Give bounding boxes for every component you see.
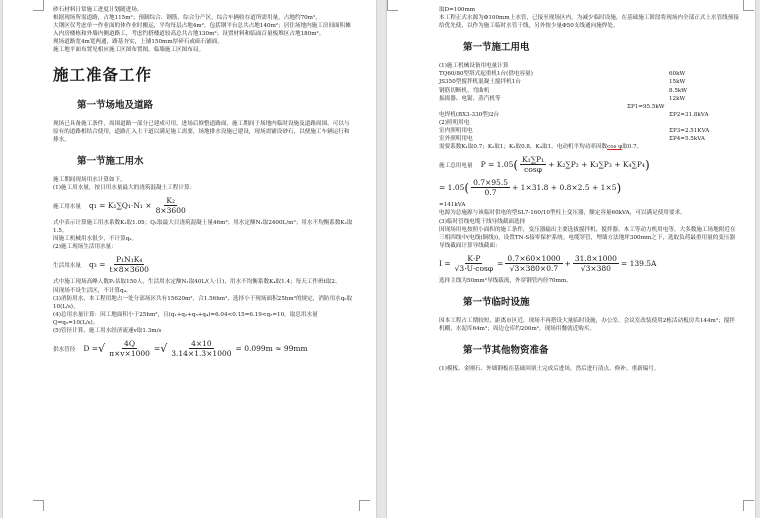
sum-value: ΣP1=95.5kW — [627, 103, 665, 110]
paragraph: =141kVA — [439, 202, 466, 209]
formula-lhs: q₁ = K₁∑Q₁·N₁ × — [88, 201, 152, 211]
paragraph: 施工期间现场用水计算如下。 — [53, 176, 126, 183]
coeff-tail: 取0.7。 — [622, 144, 643, 151]
numerator: K₁∑P₁ — [522, 155, 545, 165]
crop-mark — [33, 500, 44, 511]
paragraph: 因现场不设生活区，不计算q₄。 — [53, 287, 132, 294]
paragraph: 因施工机械用水很少，不计算q₂。 — [53, 236, 138, 243]
paragraph: (3)消防用水，本工程用地占一处分部场区共有15620m²，合1.56hm²，选择小于现场面积25hm²的规定，消防用水q₅取10(L/s)。 — [53, 295, 353, 310]
sqrt-sign: √ — [160, 342, 168, 356]
page-left-content — [53, 6, 353, 362]
equipment-value: ΣP2=31.8kVA — [669, 111, 709, 118]
formula-current — [439, 254, 739, 273]
lighting-name: 室外照明用电 — [439, 136, 473, 143]
paragraph: (5)管径计算，施工用水经济流速v取1.3m/s — [53, 327, 162, 334]
equipment-value: 15kW — [669, 79, 686, 86]
equipment-name: TQ60/80型塔式起重机1台(供电容量) — [439, 71, 533, 78]
formula-pipe-diameter — [53, 339, 353, 358]
denominator: √3·U·cosφ — [454, 263, 494, 273]
lighting-value: ΣP3=2.51KVA — [669, 128, 710, 135]
numerator: 31.8×1000 — [574, 253, 617, 263]
formula-lhs: = 1.05 — [439, 183, 465, 193]
section-title: 第一节其他物资准备 — [463, 345, 549, 357]
equipment-name: JS350型搅拌机混凝土搅拌机1台 — [439, 79, 521, 86]
numerator: 0.7×95.5 — [473, 178, 508, 188]
formula-lhs: D = — [83, 344, 99, 354]
fraction — [169, 339, 233, 358]
equipment-name: 电焊机(BX3-330型)2台 — [439, 111, 500, 118]
crop-mark — [743, 0, 754, 11]
denominator: 3.14×1.3×1000 — [171, 349, 232, 359]
denominator: t×8×3600 — [109, 265, 149, 275]
paren-close: ) — [616, 180, 622, 195]
paragraph: 本工程正式水源为Φ100mm上水管，已接至现场区内，为减少临时设施，在基础施工阶段将现场内全部正式上水管线预接给优先使，以作为施工临时水管干线，另外按少量Φ50支线通向施焊处。 — [439, 15, 739, 30]
numerator: 4Q — [124, 339, 135, 349]
formula-total-power-values — [439, 178, 739, 197]
crop-mark — [743, 500, 754, 511]
equipment-row — [439, 87, 739, 95]
fraction — [107, 339, 152, 358]
formula-result: = 139.5A — [620, 258, 657, 268]
plus-sign: + — [564, 258, 571, 268]
denominator: cosφ — [524, 165, 542, 175]
coeff-text: 需要系数K₁取0.7；K₂取1；K₃取0.8，K₄取1，电动机平均功率因数 — [439, 144, 608, 151]
formula-lhs: q₃ = — [88, 260, 106, 270]
equipment-row — [439, 111, 739, 119]
numerator: 0.7×60×1000 — [507, 253, 561, 263]
fraction — [154, 196, 188, 215]
paragraph: 选择主线为50mm²导线载流，外穿钢管内径70mm。 — [439, 277, 572, 284]
paragraph: (3)临时管线电缆干线导线截面选择 — [439, 218, 526, 225]
equipment-value: 8.5kW — [669, 87, 688, 94]
lighting-row — [439, 127, 739, 135]
fraction — [107, 255, 150, 274]
formula-label: 施工用水量 — [53, 203, 81, 210]
document-page-right — [387, 0, 755, 518]
formula-label: 施工总用电量 — [439, 162, 473, 169]
formula-construction-water — [53, 196, 353, 215]
crop-mark — [387, 0, 398, 11]
paragraph: 式中施工现场高峰人数P₁估取150人，生活用水定额N₁取40L/(人·日)，用水不均衡系数K₄取1.4；每天工作班t取2。 — [53, 279, 341, 286]
equipment-name: 钢筋切断机、弯曲机 — [439, 87, 490, 94]
section-title: 第一节施工用水 — [77, 155, 144, 167]
paragraph: 大钢区仅考虑单一作业面的体作业时搬运，平均每层占地4m²，包括钢平台总共占地140m²；居住场地内施工房间面积摊入内房楼栋和外墙内侧道路工，考虑约搭楼道较高总共占地130m²；设置材料和临面百量板堆区占地180m²。 — [53, 23, 351, 38]
paragraph: 施工地平面布置见相应施工区图布置图，临墙施工区图布局。 — [53, 47, 205, 54]
equipment-value: 60kW — [669, 71, 686, 78]
paragraph: (1)施工用水量，按日用水量最大的浇筑混凝土工程计算： — [53, 184, 196, 191]
equals-sign: = — [497, 258, 504, 268]
page-right-content — [439, 6, 739, 373]
equipment-value: 12kW — [669, 95, 686, 102]
section-title: 第一节场地及道路 — [77, 99, 154, 111]
numerator: K₂ — [166, 196, 175, 206]
paragraph: (2)施工现场生活用水量： — [53, 244, 117, 251]
formula-terms: + 1×31.8 + 0.8×2.5 + 1×5 — [511, 183, 617, 193]
formula-label: 供水管径 — [53, 346, 76, 353]
fraction — [573, 254, 619, 273]
fraction — [471, 178, 510, 197]
paren-close: ) — [644, 157, 650, 172]
paragraph: 式中表示计算施工用水系数K₁取1.05；Q₁取最大日浇筑混凝土量46m³；用水定额N₁取2400L/m³；用水不均衡系数K₂取1.5。 — [53, 220, 353, 235]
underlined-term: cos φ — [607, 144, 623, 151]
formula-result: = 0.099m ≈ 99mm — [235, 344, 308, 354]
sqrt-sign: √ — [98, 342, 106, 356]
paragraph: 现场已具备施工条件，周围道路一部分已建成可用，进场后修整道路面，施工期间于场地内临时设施及道路周围，可以与原有的道路相结合使用，道路汇入主干道以满足施工需要，场地排水设施已建设，现场需铺设砂石，以便施工车辆运行和排水。 — [53, 120, 350, 143]
chapter-title: 施工准备工作 — [53, 64, 153, 84]
paragraph: (1)模板、金刚石、外墙钢板在基础回填土完成后进场，然后进行清点、修补、重新编号。 — [439, 366, 660, 373]
lighting-row — [439, 135, 739, 143]
paragraph: 现场道路宽4m宽两通，路基夯实，上铺150mm厚碎石或砾石铺面。 — [53, 39, 223, 46]
section-title: 第一节临时设施 — [463, 296, 530, 308]
denominator: 8×3600 — [155, 206, 186, 216]
paragraph: (4)总用水量计算：因工地面积小于25hm²，且(q₁+q₂+q₃+q₄)=6.04<0.15=6.19<q₅=10，取总用水量Q=q₅=10(L/s)。 — [53, 311, 318, 326]
denominator: π×v×1000 — [109, 349, 150, 359]
lighting-value: ΣP4=5.5kVA — [669, 136, 705, 143]
denominator: √3×380×0.7 — [509, 263, 559, 273]
equipment-row — [439, 95, 739, 103]
section-title: 第一节施工用电 — [463, 42, 530, 54]
numerator: K·P — [467, 253, 481, 263]
numerator: 4×10 — [191, 339, 212, 349]
formula-total-power — [439, 155, 739, 174]
crop-mark — [33, 0, 44, 11]
lighting-name: 室内照明用电 — [439, 128, 473, 135]
fraction — [520, 155, 546, 174]
formula-lhs: P = 1.05 — [480, 160, 514, 170]
formula-label: 生活用水量 — [53, 262, 81, 269]
crop-mark — [359, 500, 370, 511]
equipment-row — [439, 70, 739, 78]
denominator: 0.7 — [484, 188, 497, 198]
formula-terms: + K₂∑P₂ + K₃∑P₃ + K₄∑P₄ — [548, 160, 645, 170]
numerator: P₁N₁K₄ — [116, 255, 143, 265]
equals-sign: = — [153, 344, 161, 354]
paragraph: 根据现场所需道路，占地115m²；预制综合、钢筋、综合分产区，综合车辆收存道所需用量，占地约70m²。 — [53, 15, 321, 22]
paragraph: 砂石材料日常施工进度计划随进场。 — [53, 7, 143, 13]
equipment-row — [439, 78, 739, 86]
paragraph: 因本工程占工期较短，距离市区近，现场不再搭设大量临时设施，办公室、会议室改装使用2栋活动板房共144m²；搅拌机棚、水泥库64m²；周边仓库约200m²，现场用餐就近购买。 — [439, 317, 735, 333]
document-page-left — [3, 0, 376, 518]
paragraph: 取D=100mm — [439, 7, 476, 13]
formula-living-water — [53, 255, 353, 274]
denominator: √3×380 — [580, 263, 611, 273]
equipment-name: 振捣器、电锯、蒸汽机等 — [439, 95, 501, 102]
paragraph: (2)照明用电 — [439, 119, 470, 126]
paragraph: 电源为总施源与该临时供电的型SL7-160/10型柱上变压器，额定容量60kVA，可以满足使用要求。 — [439, 210, 686, 217]
paragraph — [439, 143, 739, 151]
paren-open: ( — [464, 180, 470, 195]
paragraph: 因现场用电按照小面积的施工条件，变压器输出主要选拔搅拌机、搅拌器、木工等动力机用电等，大多数施工场地附近在三相四线中(电线(铜线))，设置TN-S接零保护系统。电缆穿管，埋墙方法地坪300mm之下，选取负荷最重用量的变压器导线截面计算导线截面： — [439, 226, 736, 249]
fraction — [505, 254, 562, 273]
fraction — [453, 254, 495, 273]
paren-open: ( — [513, 157, 519, 172]
paragraph: (1)施工机械设备用电量计算 — [439, 63, 509, 70]
formula-lhs: I = — [439, 258, 451, 268]
